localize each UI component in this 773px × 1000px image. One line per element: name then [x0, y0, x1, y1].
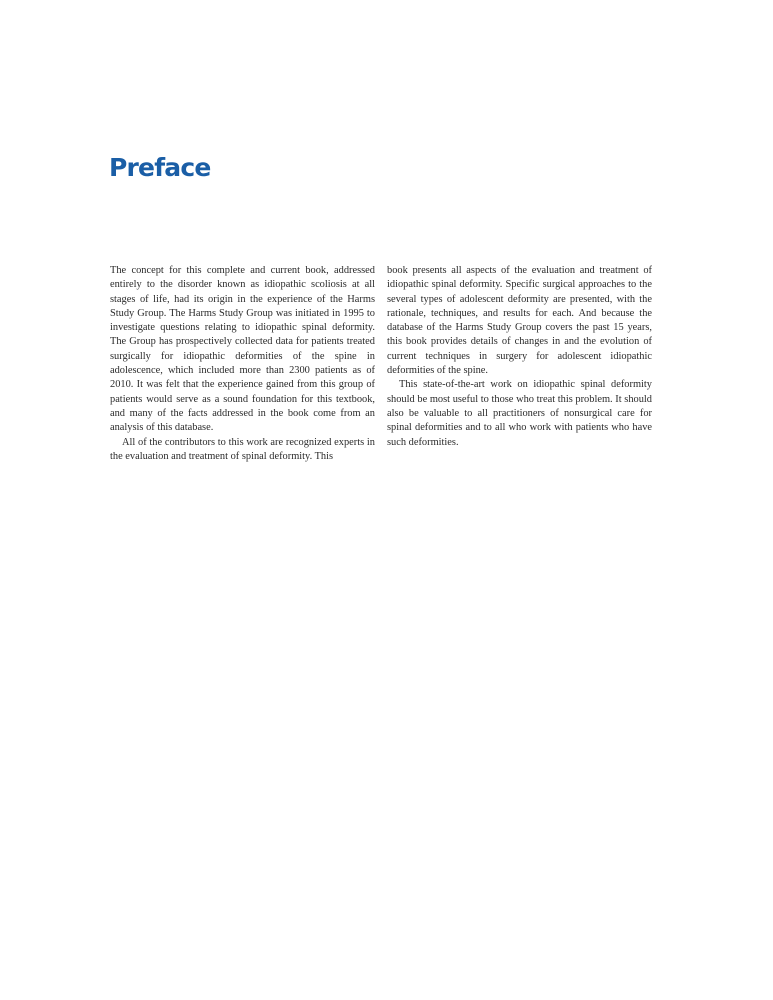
- paragraph: The concept for this complete and current book, addressed entirely to the disorder known as idiopathic scoliosis at all stages of life, had its origin in the experience of the Harms Study Group. The Harms Study Group was initiated in 1995 to investigate questions relating to idiopathic spinal deformity. The Group has prospectively collected data for patients treated surgically for idiopathic deformities of the spine in adolescence, which included more than 2300 patients as of 2010. It was felt that the experience gained from this group of patients would serve as a sound foundation for this textbook, and many of the facts addressed in the book come from an analysis of this database.: [110, 265, 375, 434]
- left-column: [110, 264, 375, 464]
- paragraph: book presents all aspects of the evaluation and treatment of idiopathic spinal deformity. Specific surgical approaches to the several types of adolescent deformity are presented, with the rationale, techniques, and results for each. And because the database of the Harms Study Group covers the past 15 years, this book provides details of changes in and the evolution of current techniques in surgery for adolescent idiopathic deformities of the spine.: [387, 265, 652, 377]
- page-title: Preface: [109, 153, 211, 182]
- right-column: [387, 264, 652, 450]
- paragraph: This state-of-the-art work on idiopathic spinal deformity should be most useful to those who treat this problem. It should also be valuable to all practitioners of nonsurgical care for spinal deformities and to all who work with patients who have such deformities.: [387, 379, 652, 448]
- body-text: [110, 264, 653, 464]
- paragraph: All of the contributors to this work are recognized experts in the evaluation and treatment of spinal deformity. This: [110, 436, 375, 462]
